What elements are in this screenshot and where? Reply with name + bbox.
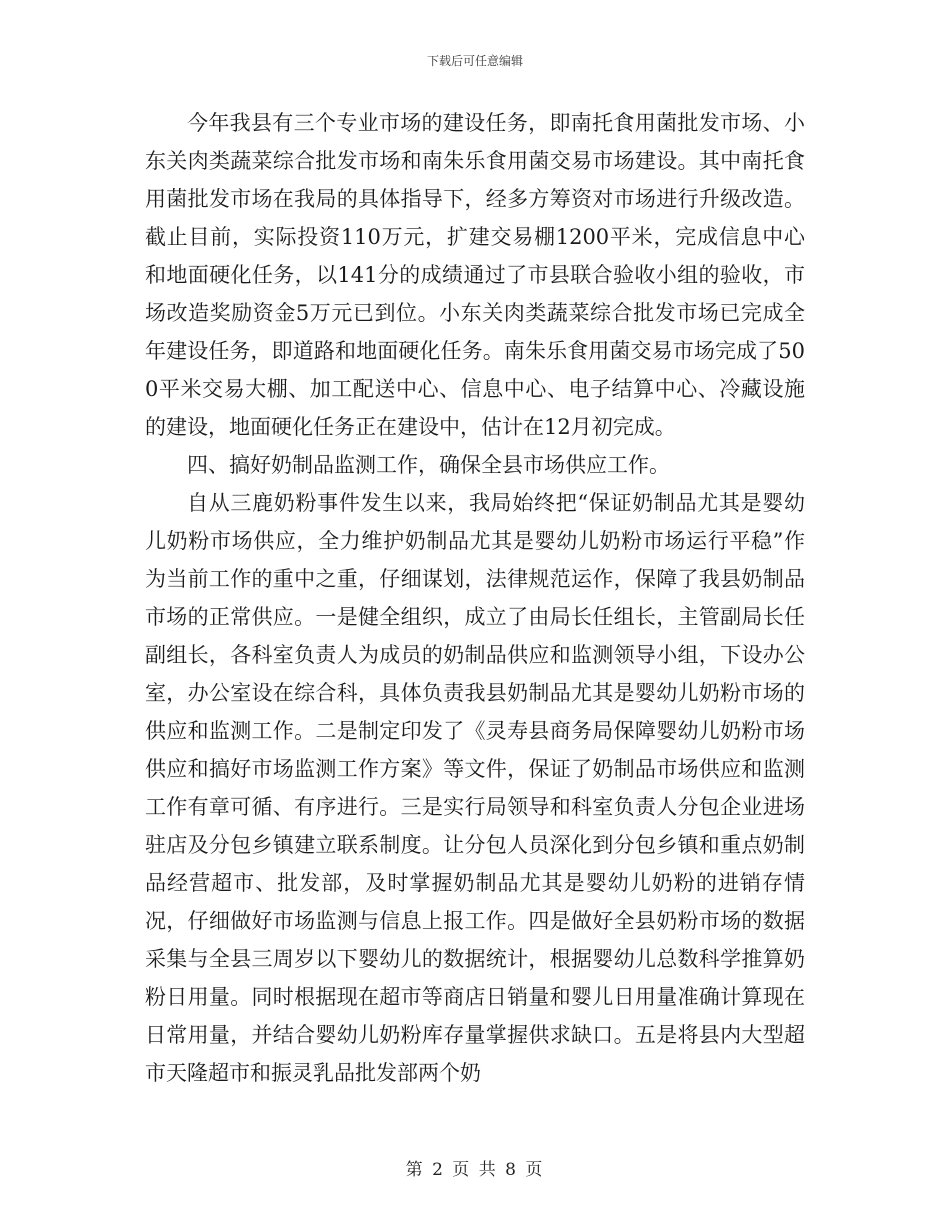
document-body [145, 104, 805, 1092]
paragraph-market-construction: 今年我县有三个专业市场的建设任务，即南托食用菌批发市场、小东关肉类蔬菜综合批发市场和南朱乐食用菌交易市场建设。其中南托食用菌批发市场在我局的具体指导下，经多方筹资对市场进行升级改造。截止目前，实际投资110万元，扩建交易棚1200平米，完成信息中心和地面硬化任务，以141分的成绩通过了市县联合验收小组的验收，市场改造奖励资金5万元已到位。小东关肉类蔬菜综合批发市场已完成全年建设任务，即道路和地面硬化任务。南朱乐食用菌交易市场完成了500平米交易大棚、加工配送中心、信息中心、电子结算中心、冷藏设施的建设，地面硬化任务正在建设中，估计在12月初完成。 [145, 111, 805, 439]
page-header-note: 下载后可任意编辑 [426, 54, 523, 68]
page-number: 第 2 页 共 8 页 [405, 1160, 545, 1180]
paragraph-dairy-supply: 自从三鹿奶粉事件发生以来，我局始终把“保证奶制品尤其是婴幼儿奶粉市场供应，全力维护奶制品尤其是婴幼儿奶粉市场运行平稳”作为当前工作的重中之重，仔细谋划，法律规范运作，保障了我县奶制品市场的正常供应。一是健全组织，成立了由局长任组长，主管副局长任副组长，各科室负责人为成员的奶制品供应和监测领导小组，下设办公室，办公室设在综合科，具体负责我县奶制品尤其是婴幼儿奶粉市场的供应和监测工作。二是制定印发了《灵寿县商务局保障婴幼儿奶粉市场供应和搞好市场监测工作方案》等文件，保证了奶制品市场供应和监测工作有章可循、有序进行。三是实行局领导和科室负责人分包企业进场驻店及分包乡镇建立联系制度。让分包人员深化到分包乡镇和重点奶制品经营超市、批发部，及时掌握奶制品尤其是婴幼儿奶粉的进销存情况，仔细做好市场监测与信息上报工作。四是做好全县奶粉市场的数据采集与全县三周岁以下婴幼儿的数据统计，根据婴幼儿总数科学推算奶粉日用量。同时根据现在超市等商店日销量和婴儿日用量准确计算现在日常用量，并结合婴幼儿奶粉库存量掌握供求缺口。五是将县内大型超市天隆超市和振灵乳品批发部两个奶 [145, 491, 805, 1085]
section-heading-dairy-monitoring: 四、搞好奶制品监测工作，确保全县市场供应工作。 [187, 453, 670, 477]
